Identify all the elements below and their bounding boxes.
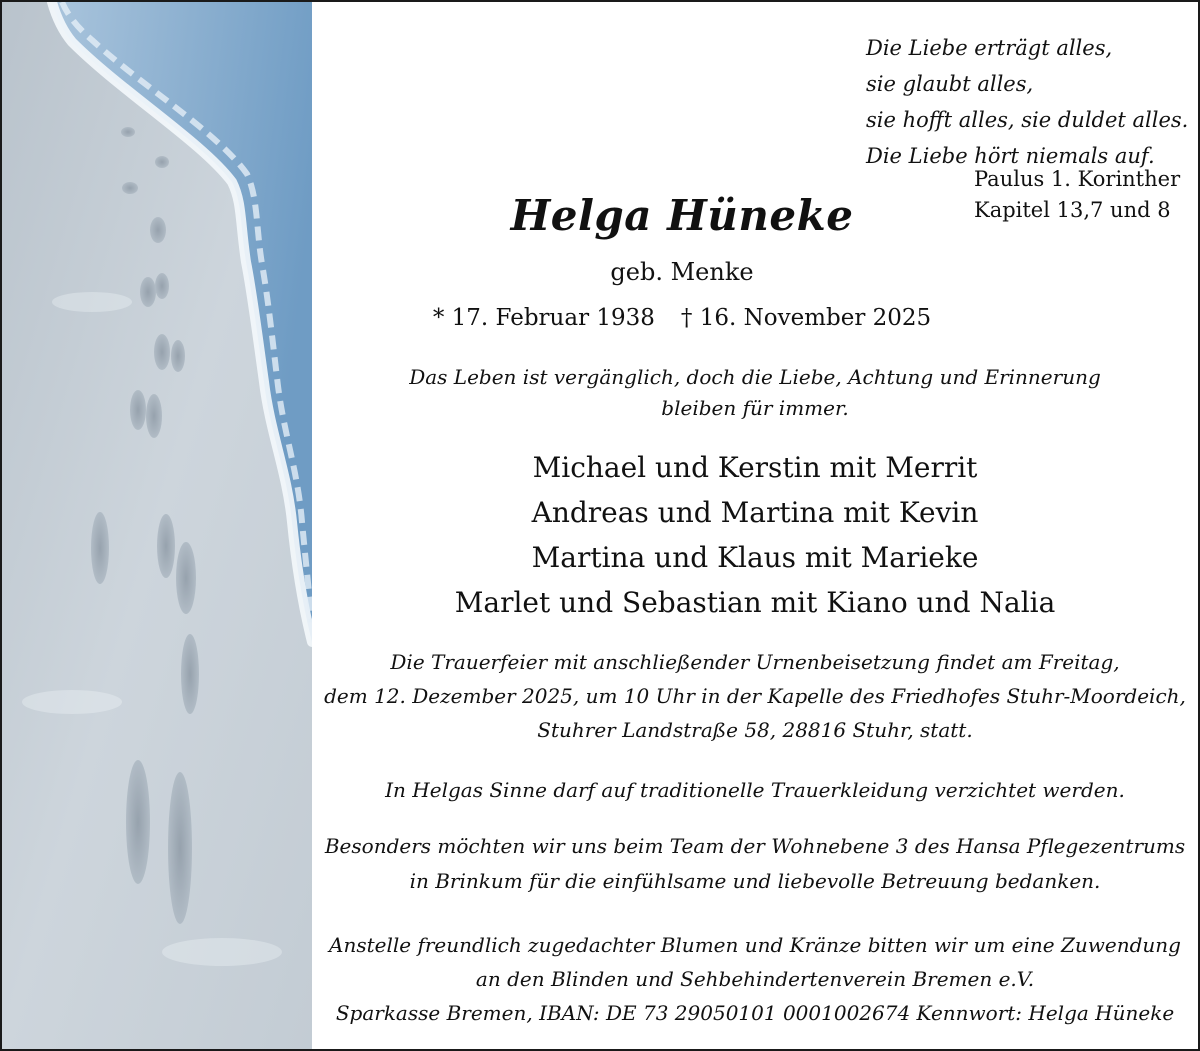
beach-footprints-image (2, 2, 312, 1049)
motto (322, 362, 1188, 424)
life-dates (312, 298, 1052, 338)
verse-line: Die Liebe hört niemals auf. (866, 144, 1155, 168)
verse-line: Die Liebe erträgt alles, (866, 36, 1113, 60)
donation-bank-line: Sparkasse Bremen, IBAN: DE 73 29050101 0001002674 Kennwort: Helga Hüneke (335, 1001, 1175, 1025)
family-line: Marlet und Sebastian mit Kiano und Nalia (454, 586, 1056, 619)
verse-line: sie glaubt alles, (866, 72, 1034, 96)
thanks-note (322, 829, 1188, 899)
family-list (322, 445, 1188, 625)
donation-line: an den Blinden und Sehbehindertenverein Bremen e.V. (475, 967, 1035, 991)
family-line: Michael und Kerstin mit Merrit (532, 451, 978, 484)
birth-date: * 17. Februar 1938 (432, 305, 655, 331)
family-line: Martina und Klaus mit Marieke (531, 541, 979, 574)
bible-verse (866, 30, 1189, 174)
family-line: Andreas und Martina mit Kevin (531, 496, 979, 529)
ceremony-line: Stuhrer Landstraße 58, 28816 Stuhr, statt. (537, 718, 973, 742)
verse-source-line: Kapitel 13,7 und 8 (974, 198, 1171, 222)
thanks-line: Besonders möchten wir uns beim Team der Wohnebene 3 des Hansa Pflegezentrums (324, 834, 1186, 858)
motto-line: bleiben für immer. (661, 396, 849, 420)
ceremony-info (322, 645, 1188, 747)
motto-line: Das Leben ist vergänglich, doch die Liebe, Achtung und Erinnerung (409, 365, 1101, 389)
ceremony-line: dem 12. Dezember 2025, um 10 Uhr in der Kapelle des Friedhofes Stuhr-Moordeich, (324, 684, 1186, 708)
deceased-name: Helga Hüneke (510, 191, 854, 240)
footprints-in-sand-icon (2, 2, 312, 1049)
notice-text-area (312, 2, 1198, 1049)
ceremony-line: Die Trauerfeier mit anschließender Urnenbeisetzung findet am Freitag, (390, 650, 1120, 674)
death-date: † 16. November 2025 (680, 305, 932, 331)
verse-line: sie hofft alles, sie duldet alles. (866, 108, 1189, 132)
dress-note-line: In Helgas Sinne darf auf traditionelle Trauerkleidung verzichtet werden. (385, 778, 1125, 802)
thanks-line: in Brinkum für die einfühlsame und liebevolle Betreuung bedanken. (409, 869, 1101, 893)
donation-line: Anstelle freundlich zugedachter Blumen und Kränze bitten wir um eine Zuwendung (329, 933, 1181, 957)
verse-source-line: Paulus 1. Korinther (974, 167, 1181, 191)
dress-note (322, 773, 1188, 807)
donation-request (322, 928, 1188, 1030)
birth-name: geb. Menke (610, 258, 754, 286)
